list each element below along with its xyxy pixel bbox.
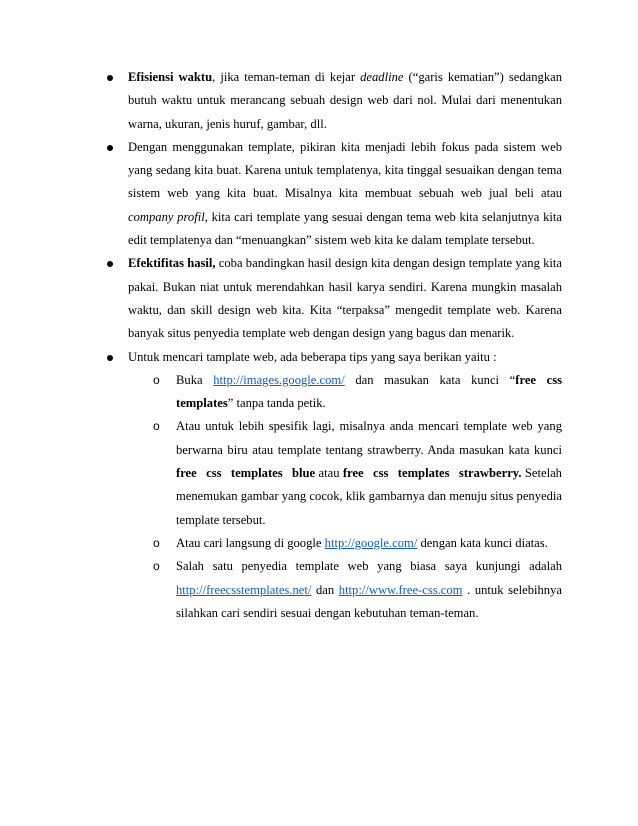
sub-item-spesifik xyxy=(152,415,562,531)
paragraph: Dengan menggunakan template, pikiran kita menjadi lebih fokus pada sistem web yang sedang kita buat. Karena untuk templatenya, kita tinggal sesuaikan dengan tema sistem web yang kita buat. Misalnya kita membuat sebuah web jual beli atau company profil, kita cari template yang sesuai dengan tema web kita selanjutnya kita edit templatenya dan “menuangkan” sistem web kita ke dalam template tersebut. xyxy=(128,139,562,248)
sub-item-penyedia xyxy=(152,555,562,625)
circle-bullet-icon: o xyxy=(153,419,160,434)
link-images-google[interactable]: http://images.google.com/ xyxy=(213,372,345,387)
paragraph: Buka http://images.google.com/ dan masukan kata kunci “free css templates” tanpa tanda petik. xyxy=(176,372,563,411)
bold-term: Efisiensi waktu xyxy=(128,70,213,84)
paragraph: Salah satu penyedia template web yang biasa saya kunjungi adalah http://freecsstemplates.net/ dan http://www.free-css.com . untuk selebihnya silahkan cari sendiri sesuai dengan kebutuhan teman-teman. xyxy=(176,559,562,620)
paragraph: Efisiensi waktu, jika teman-teman di kejar deadline (“garis kematian”) sedangkan butuh waktu untuk merancang sebuah design web dari nol. Mulai dari menentukan warna, ukuran, jenis huruf, gambar, dll. xyxy=(128,70,563,131)
circle-bullet-icon: o xyxy=(153,372,160,387)
paragraph: Atau untuk lebih spesifik lagi, misalnya anda mencari template web yang berwarna biru atau template tentang strawberry. Anda masukan kata kunci free css templates blue atau free css templates strawberry. Setelah menemukan gambar yang cocok, klik gambarnya dan menuju situs penyedia template tersebut. xyxy=(176,419,562,527)
sub-item-google xyxy=(152,532,562,555)
italic-term: deadline xyxy=(360,70,404,84)
bullet-icon xyxy=(107,75,113,81)
link-freecsstemplates[interactable]: http://freecsstemplates.net/ xyxy=(176,582,312,597)
bullet-icon xyxy=(107,145,113,151)
sub-list xyxy=(128,369,562,625)
paragraph: Atau cari langsung di google http://google.com/ dengan kata kunci diatas. xyxy=(176,535,548,550)
link-google[interactable]: http://google.com/ xyxy=(324,535,418,550)
list-item-efisiensi xyxy=(104,66,562,136)
circle-bullet-icon: o xyxy=(153,559,160,574)
italic-term: company profil xyxy=(128,209,205,224)
bold-keyword: free css templates strawberry. xyxy=(342,466,522,481)
circle-bullet-icon: o xyxy=(153,535,160,550)
list-item-tips xyxy=(104,346,562,626)
bullet-icon xyxy=(107,261,113,267)
paragraph: Untuk mencari tamplate web, ada beberapa tips yang saya berikan yaitu : xyxy=(128,349,497,364)
list-item-efektifitas xyxy=(104,252,562,345)
bullet-list xyxy=(104,66,562,625)
link-free-css[interactable]: http://www.free-css.com xyxy=(338,582,463,597)
bullet-icon xyxy=(107,355,113,361)
paragraph: Efektifitas hasil, coba bandingkan hasil design kita dengan design template yang kita pakai. Bukan niat untuk merendahkan hasil karya sendiri. Karena mungkin masalah waktu, dan skill design web kita. Kita “terpaksa” mengedit template web. Karena banyak situs penyedia template web dengan design yang bagus dan menarik. xyxy=(128,256,562,341)
document-body xyxy=(104,66,562,625)
bold-keyword: free css templates xyxy=(176,372,563,411)
sub-item-buka-images xyxy=(152,369,562,416)
list-item-dengan-template xyxy=(104,136,562,252)
bold-keyword: free css templates blue xyxy=(176,466,316,481)
bold-term: Efektifitas hasil, xyxy=(128,256,216,271)
